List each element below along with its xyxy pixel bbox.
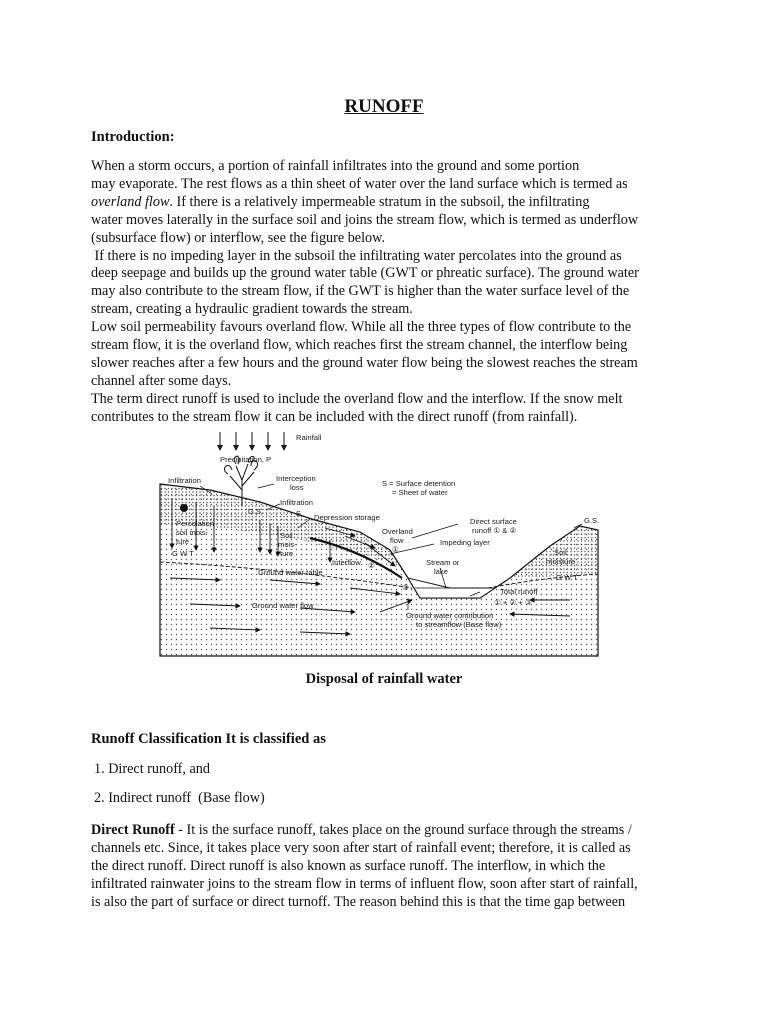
label-soil-mois: soil mois- xyxy=(176,528,209,537)
label-soil-right: Soil xyxy=(554,548,567,557)
label-depression-storage: Depression storage xyxy=(314,513,380,522)
overland-flow-italic: overland flow xyxy=(91,193,170,210)
rainfall-disposal-diagram xyxy=(150,428,610,664)
page-title: RUNOFF xyxy=(344,96,424,117)
label-soil: Soil xyxy=(280,531,293,540)
label-lake: lake xyxy=(434,567,448,576)
label-interception: Interception xyxy=(276,474,316,483)
direct-runoff-line-rest: - It is the surface runoff, takes place on the ground surface through the streams / xyxy=(174,822,632,838)
intro-line: stream flow, it is the overland flow, which reaches first the stream channel, the interflow being xyxy=(91,337,628,354)
label-gwt-left: G W T xyxy=(172,549,194,558)
direct-runoff-line: is also the part of surface or direct turnoff. The reason behind this is that the time gap between xyxy=(91,893,626,910)
label-ground-water-table: Ground water table xyxy=(258,568,323,577)
label-flow-number: ① xyxy=(392,545,399,554)
label-interflow: Interflow xyxy=(332,558,361,567)
label-gs-left: G.S. xyxy=(248,507,264,516)
intro-line: may evaporate. The rest flows as a thin sheet of water over the land surface which is termed as xyxy=(91,175,628,192)
label-flow: flow xyxy=(390,536,404,545)
rainfall-arrows xyxy=(220,432,284,450)
label-gwt-right: G W T xyxy=(556,573,578,582)
label-ground-water-flow: Ground water flow xyxy=(252,601,314,610)
label-direct-surface-runoff: runoff ① & ② xyxy=(472,526,517,535)
boulder-icon xyxy=(180,504,188,512)
label-impeding-layer: Impeding layer xyxy=(440,538,490,547)
label-gw-contribution: Ground water contribution xyxy=(406,611,494,620)
label-surface-detention: S = Surface detention xyxy=(382,479,456,488)
intro-line: Low soil permeability favours overland flow. While all the three types of flow contribute to the xyxy=(91,319,632,336)
direct-runoff-line: infiltrated rainwater joins to the stream flow in terms of influent flow, soon after start of rainfall, xyxy=(91,875,638,892)
label-percolation: Percolation xyxy=(176,519,214,528)
intro-line: water moves laterally in the surface soil and joins the stream flow, which is termed as underflow xyxy=(91,211,639,228)
label-infiltration-left: Infiltration xyxy=(168,476,201,485)
direct-runoff-term: Direct Runoff xyxy=(91,822,175,838)
intro-line: may also contribute to the stream flow, if the GWT is higher than the water surface level of the xyxy=(91,283,630,300)
intro-heading: Introduction: xyxy=(91,129,175,145)
figure-caption: Disposal of rainfall water xyxy=(305,671,463,687)
label-to-streamflow: to streamflow (Base flow) xyxy=(416,620,502,629)
label-stream-or: Stream or xyxy=(426,558,460,567)
intro-line: channel after some days. xyxy=(91,372,232,389)
intro-line: The term direct runoff is used to include the overland flow and the interflow. If the snow melt xyxy=(91,390,623,407)
intro-line: (subsurface flow) or interflow, see the figure below. xyxy=(91,229,386,246)
classification-heading: Runoff Classification It is classified as xyxy=(91,731,326,747)
label-overland: Overland xyxy=(382,527,413,536)
intro-line: If there is no impeding layer in the subsoil the infiltrating water percolates into the ground as xyxy=(91,247,622,264)
direct-runoff-line: channels etc. Since, it takes place very soon after start of rainfall event; therefore, it is called as xyxy=(91,839,631,856)
label-direct-surface: Direct surface xyxy=(470,517,517,526)
label-ture: ture xyxy=(176,537,190,546)
direct-runoff-line xyxy=(91,822,681,840)
label-interception-loss: loss xyxy=(290,483,304,492)
intro-line: deep seepage and builds up the ground water table (GWT or phreatic surface). The ground water xyxy=(91,265,639,282)
intro-paragraph xyxy=(91,158,681,427)
label-gs-right: G.S. xyxy=(584,516,600,525)
label-sheet-of-water: = Sheet of water xyxy=(392,488,448,497)
intro-line-rest: . If there is a relatively impermeable stratum in the subsoil, the infiltrating xyxy=(169,193,590,210)
intro-line xyxy=(91,194,681,212)
intro-line: contributes to the stream flow it can be included with the direct runoff (from rainfall). xyxy=(91,408,578,425)
classification-item-indirect: 2. Indirect runoff (Base flow) xyxy=(94,790,265,806)
intro-line: When a storm occurs, a portion of rainfall infiltrates into the ground and some portion xyxy=(91,158,580,174)
label-mois: mois- xyxy=(278,540,297,549)
label-total-runoff-sum: ① + ② + ③ xyxy=(494,598,532,607)
intro-line: slower reaches after a few hours and the ground water flow being the slowest reaches the stream xyxy=(91,354,638,371)
label-precipitation: Precipitation, P xyxy=(220,455,272,464)
label-total-runoff: Total runoff xyxy=(500,587,538,596)
label-num3: ③ xyxy=(402,583,409,592)
label-infiltration: Infiltration xyxy=(280,498,313,507)
label-s-mark: S xyxy=(296,509,302,518)
label-interflow-number: ② xyxy=(368,561,375,570)
direct-runoff-line: the direct runoff. Direct runoff is also known as surface runoff. The interflow, in which the xyxy=(91,857,606,874)
label-ture2: ture xyxy=(280,549,294,558)
classification-item-direct: 1. Direct runoff, and xyxy=(94,761,210,777)
intro-line: stream, creating a hydraulic gradient towards the stream. xyxy=(91,301,413,318)
label-moisture-right: moisture xyxy=(546,557,576,566)
label-rainfall: Rainfall xyxy=(296,433,322,442)
direct-runoff-paragraph xyxy=(91,822,681,912)
